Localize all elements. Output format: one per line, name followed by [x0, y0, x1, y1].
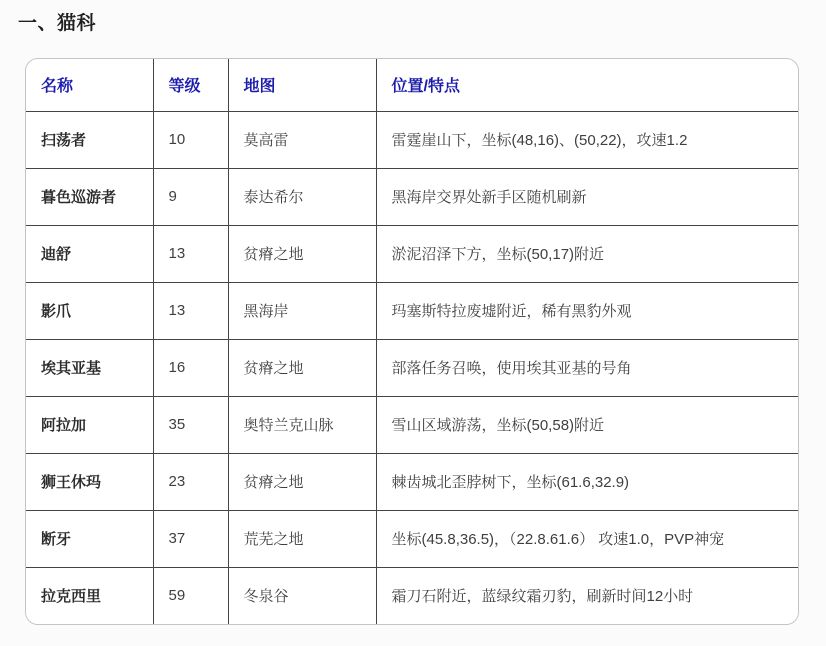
table-row [26, 225, 798, 282]
cell-location: 雪山区域游荡，坐标(50,58)附近 [376, 396, 798, 453]
cell-level: 59 [153, 567, 228, 624]
cell-level: 13 [153, 282, 228, 339]
cell-location: 雷霆崖山下，坐标(48,16)、(50,22)，攻速1.2 [376, 111, 798, 168]
cell-location: 黑海岸交界处新手区随机刷新 [376, 168, 798, 225]
cell-location: 坐标(45.8,36.5)，（22.8.61.6） 攻速1.0，PVP神宠 [376, 510, 798, 567]
cell-name: 断牙 [26, 510, 153, 567]
cell-name: 狮王休玛 [26, 453, 153, 510]
cell-map: 荒芜之地 [228, 510, 376, 567]
table-row [26, 510, 798, 567]
cell-name: 暮色巡游者 [26, 168, 153, 225]
cell-level: 10 [153, 111, 228, 168]
column-header-location: 位置/特点 [376, 59, 798, 111]
cell-name: 埃其亚基 [26, 339, 153, 396]
cell-map: 泰达希尔 [228, 168, 376, 225]
page-title: 一、猫科 [18, 13, 97, 34]
table-row [26, 396, 798, 453]
table-row [26, 453, 798, 510]
cell-location: 霜刀石附近，蓝绿纹霜刃豹，刷新时间12小时 [376, 567, 798, 624]
cell-level: 37 [153, 510, 228, 567]
cell-map: 奥特兰克山脉 [228, 396, 376, 453]
cell-level: 23 [153, 453, 228, 510]
cell-level: 16 [153, 339, 228, 396]
cell-map: 黑海岸 [228, 282, 376, 339]
table-row [26, 168, 798, 225]
table-row [26, 111, 798, 168]
cell-location: 棘齿城北歪脖树下，坐标(61.6,32.9) [376, 453, 798, 510]
cell-name: 影爪 [26, 282, 153, 339]
cell-map: 贫瘠之地 [228, 453, 376, 510]
table-header-row [26, 59, 798, 111]
column-header-map: 地图 [228, 59, 376, 111]
cell-map: 贫瘠之地 [228, 225, 376, 282]
column-header-name: 名称 [26, 59, 153, 111]
table-body [26, 111, 798, 624]
pets-table [26, 59, 798, 624]
cell-map: 贫瘠之地 [228, 339, 376, 396]
cell-map: 莫高雷 [228, 111, 376, 168]
cell-location: 部落任务召唤，使用埃其亚基的号角 [376, 339, 798, 396]
column-header-level: 等级 [153, 59, 228, 111]
cell-location: 淤泥沼泽下方，坐标(50,17)附近 [376, 225, 798, 282]
cell-map: 冬泉谷 [228, 567, 376, 624]
cell-location: 玛塞斯特拉废墟附近，稀有黑豹外观 [376, 282, 798, 339]
pets-table-frame [25, 58, 799, 625]
cell-level: 13 [153, 225, 228, 282]
cell-name: 拉克西里 [26, 567, 153, 624]
cell-name: 扫荡者 [26, 111, 153, 168]
table-row [26, 339, 798, 396]
cell-level: 9 [153, 168, 228, 225]
cell-level: 35 [153, 396, 228, 453]
cell-name: 迪舒 [26, 225, 153, 282]
table-row [26, 567, 798, 624]
cell-name: 阿拉加 [26, 396, 153, 453]
table-row [26, 282, 798, 339]
